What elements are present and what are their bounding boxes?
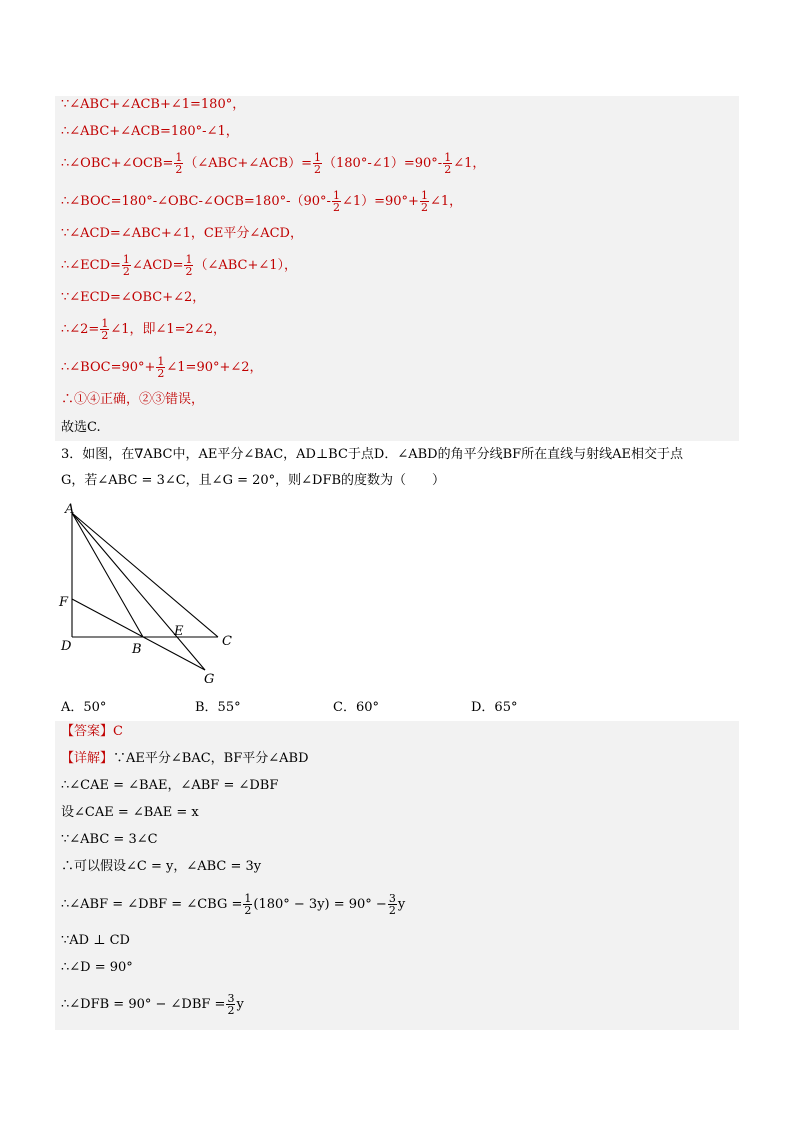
denominator: 2 bbox=[175, 163, 183, 176]
solution-line-5: ∵∠ACD=∠ABC+∠1，CE平分∠ACD， bbox=[61, 226, 303, 241]
label-E: E bbox=[174, 624, 184, 639]
text: ∠1）=90°+ bbox=[341, 194, 419, 209]
text: ∠1， bbox=[429, 194, 463, 209]
option-d[interactable]: D．65° bbox=[471, 700, 518, 715]
numerator: 3 bbox=[388, 892, 396, 905]
text: ∴∠OBC+∠OCB= bbox=[61, 156, 174, 171]
answer-block bbox=[55, 721, 739, 1030]
fraction bbox=[174, 152, 183, 175]
denominator: 2 bbox=[332, 201, 340, 214]
answer-line-7 bbox=[61, 893, 405, 916]
answer-line-9: ∴∠D = 90° bbox=[61, 960, 133, 975]
numerator: 1 bbox=[314, 151, 321, 164]
question-line-2: G，若∠ABC = 3∠C，且∠G = 20°，则∠DFB的度数为（ ） bbox=[61, 473, 446, 488]
fraction bbox=[243, 893, 252, 916]
solution-line-11: 故选C. bbox=[61, 420, 101, 435]
denominator: 2 bbox=[244, 904, 252, 917]
text: ∠1，即∠1=2∠2， bbox=[110, 322, 226, 337]
option-a[interactable]: A．50° bbox=[61, 700, 107, 715]
text: ∴∠2= bbox=[61, 322, 100, 337]
denominator: 2 bbox=[157, 367, 165, 380]
text: ∴∠BOC=90°+ bbox=[61, 360, 156, 375]
text: ∠1=90°+∠2， bbox=[166, 360, 263, 375]
numerator: 1 bbox=[122, 253, 130, 266]
solution-line-3 bbox=[61, 152, 485, 175]
answer-line-8: ∵AD ⊥ CD bbox=[61, 933, 130, 948]
numerator: 1 bbox=[444, 151, 452, 164]
question-line-1: 3．如图，在∇ABC中，AE平分∠BAC，AD⊥BC于点D．∠ABD的角平分线BF所在直线与射线AE相交于点 bbox=[61, 447, 684, 462]
solution-line-8 bbox=[61, 318, 226, 341]
text: （∠ABC+∠1）， bbox=[194, 258, 298, 273]
label-A: A bbox=[65, 502, 75, 517]
fraction bbox=[122, 254, 131, 277]
fraction bbox=[332, 190, 341, 213]
solution-line-4 bbox=[61, 190, 462, 213]
answer-line-5: ∵∠ABC = 3∠C bbox=[61, 832, 158, 847]
answer-line-4: 设∠CAE = ∠BAE = x bbox=[61, 805, 199, 820]
denominator: 2 bbox=[227, 1004, 235, 1017]
denominator: 2 bbox=[444, 163, 452, 176]
text: ∴∠ABF = ∠DBF = ∠CBG = bbox=[61, 897, 243, 912]
solution-line-2: ∴∠ABC+∠ACB=180°-∠1， bbox=[61, 124, 239, 139]
solution-line-1: ∵∠ABC+∠ACB+∠1=180°， bbox=[61, 97, 246, 112]
geometry-figure bbox=[55, 497, 255, 687]
solution-line-9 bbox=[61, 356, 263, 379]
numerator: 3 bbox=[227, 992, 235, 1005]
denominator: 2 bbox=[122, 265, 130, 278]
numerator: 1 bbox=[101, 317, 109, 330]
numerator: 1 bbox=[332, 189, 340, 202]
numerator: 1 bbox=[185, 253, 193, 266]
text: (180° − 3y) = 90° − bbox=[253, 897, 387, 912]
option-c[interactable]: C．60° bbox=[333, 700, 379, 715]
text: （∠ABC+∠ACB）= bbox=[184, 156, 312, 171]
answer-line-10 bbox=[61, 993, 244, 1016]
text: ∵AE平分∠BAC，BF平分∠ABD bbox=[113, 751, 309, 766]
denominator: 2 bbox=[101, 329, 109, 342]
text: ∴∠DFB = 90° − ∠DBF = bbox=[61, 997, 226, 1012]
text: y bbox=[236, 997, 244, 1012]
denominator: 2 bbox=[185, 265, 193, 278]
text: ∠ACD= bbox=[131, 258, 184, 273]
solution-line-6 bbox=[61, 254, 297, 277]
text: ∴∠BOC=180°-∠OBC-∠OCB=180°-（90°- bbox=[61, 194, 331, 209]
numerator: 1 bbox=[420, 189, 428, 202]
answer-line-6: ∴可以假设∠C = y，∠ABC = 3y bbox=[61, 859, 262, 874]
answer-line-3: ∴∠CAE = ∠BAE，∠ABF = ∠DBF bbox=[61, 778, 279, 793]
denominator: 2 bbox=[388, 904, 396, 917]
fraction bbox=[100, 318, 109, 341]
option-b[interactable]: B．55° bbox=[195, 700, 241, 715]
segment-AC bbox=[72, 513, 218, 637]
solution-line-10: ∴①④正确，②③错误， bbox=[61, 392, 205, 407]
label-B: B bbox=[132, 642, 142, 657]
answer-line-2 bbox=[61, 751, 309, 767]
fraction bbox=[388, 893, 397, 916]
denominator: 2 bbox=[314, 163, 321, 176]
text: y bbox=[397, 897, 406, 912]
text: （180°-∠1）=90°- bbox=[323, 156, 443, 171]
fraction bbox=[156, 356, 165, 379]
answer-label: 【答案】C bbox=[61, 724, 123, 739]
fraction bbox=[226, 993, 235, 1016]
detail-label: 【详解】 bbox=[61, 751, 114, 766]
label-G: G bbox=[204, 672, 215, 687]
label-C: C bbox=[222, 634, 232, 649]
fraction bbox=[313, 152, 322, 175]
fraction bbox=[420, 190, 429, 213]
solution-line-7: ∵∠ECD=∠OBC+∠2， bbox=[61, 290, 206, 305]
numerator: 1 bbox=[244, 892, 252, 905]
label-F: F bbox=[59, 595, 69, 610]
numerator: 1 bbox=[157, 355, 165, 368]
text: ∠1， bbox=[453, 156, 486, 171]
denominator: 2 bbox=[420, 201, 428, 214]
fraction bbox=[184, 254, 193, 277]
fraction bbox=[443, 152, 452, 175]
label-D: D bbox=[61, 639, 72, 654]
text: ∴∠ECD= bbox=[61, 258, 121, 273]
numerator: 1 bbox=[175, 151, 183, 164]
